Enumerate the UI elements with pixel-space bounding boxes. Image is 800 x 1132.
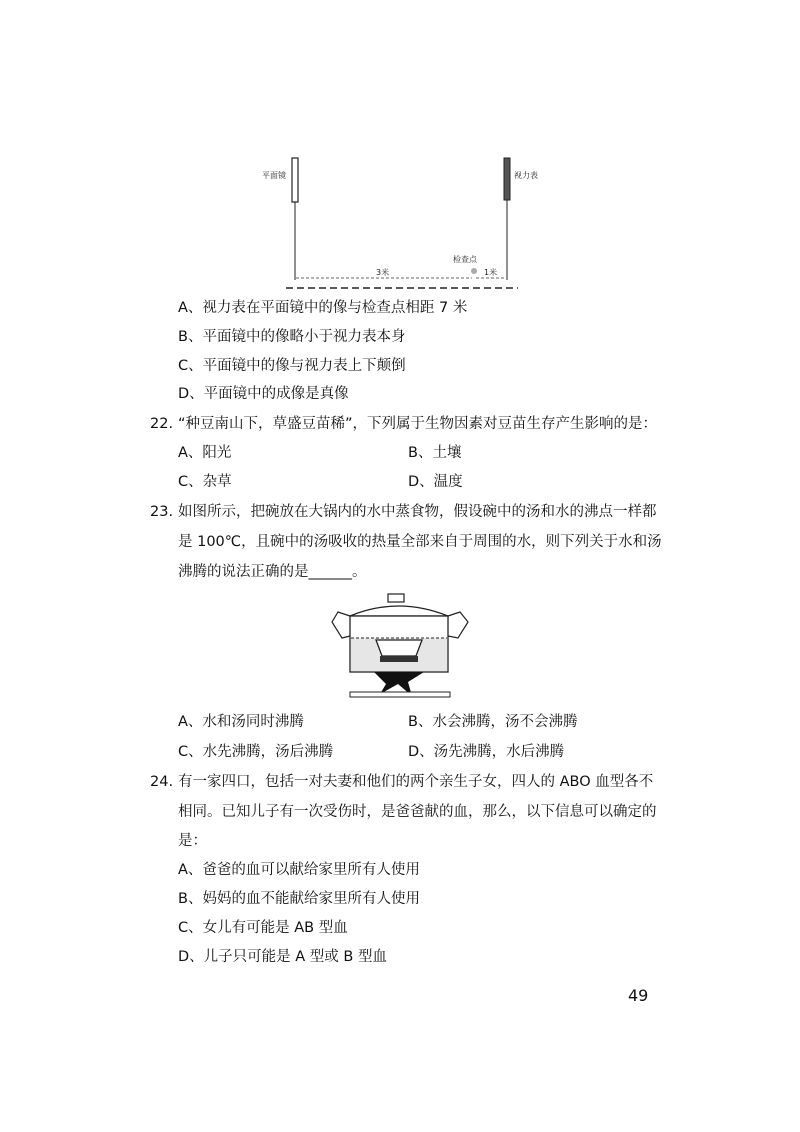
q23-text-line-1: 如图所示，把碗放在大锅内的水中蒸食物，假设碗中的汤和水的沸点一样都 bbox=[178, 504, 657, 520]
q24-text-line-3: 是： bbox=[178, 833, 207, 849]
bowl-stand bbox=[380, 656, 418, 662]
pot-lid bbox=[350, 606, 448, 616]
distance-left-label: 3米 bbox=[376, 268, 390, 277]
q23-text-line-3: 沸腾的说法正确的是______。 bbox=[178, 564, 367, 580]
q22-option-a: A、阳光 bbox=[178, 445, 232, 461]
q23-option-d: D、汤先沸腾，水后沸腾 bbox=[408, 744, 565, 760]
eye-chart-label: 视力表 bbox=[514, 171, 538, 180]
check-point-label: 检查点 bbox=[453, 255, 477, 264]
q24-option-b: B、妈妈的血不能献给家里所有人使用 bbox=[178, 891, 420, 907]
q24-option-d: D、儿子只可能是 A 型或 B 型血 bbox=[178, 949, 387, 965]
steaming-pot-figure bbox=[328, 592, 473, 704]
stove-base bbox=[350, 692, 450, 697]
q23-text-line-2: 是 100℃，且碗中的汤吸收的热量全部来自于周围的水，则下列关于水和汤 bbox=[178, 534, 662, 550]
q23-option-a: A、水和汤同时沸腾 bbox=[178, 714, 304, 730]
right-handle bbox=[448, 612, 468, 638]
q24-text-line-2: 相同。已知儿子有一次受伤时，是爸爸献的血，那么，以下信息可以确定的 bbox=[178, 804, 657, 820]
q24-text-line-1: 有一家四口，包括一对夫妻和他们的两个亲生子女，四人的 ABO 血型各不 bbox=[178, 774, 654, 790]
q23-option-c: C、水先沸腾，汤后沸腾 bbox=[178, 744, 334, 760]
mirror-rect bbox=[292, 158, 298, 202]
q22-option-b: B、土壤 bbox=[408, 445, 462, 461]
check-point-dot bbox=[471, 268, 477, 274]
page-number: 49 bbox=[628, 986, 649, 1005]
bowl bbox=[376, 640, 422, 656]
q22-number: 22. bbox=[150, 416, 174, 432]
q21-option-a: A、视力表在平面镜中的像与检查点相距 7 米 bbox=[178, 300, 468, 316]
q23-number: 23. bbox=[150, 504, 174, 520]
mirror-eye-chart-figure bbox=[250, 150, 550, 295]
left-handle bbox=[332, 612, 350, 638]
q24-number: 24. bbox=[150, 774, 174, 790]
lid-knob bbox=[388, 594, 404, 602]
q22-text: “种豆南山下，草盛豆苗稀”，下列属于生物因素对豆苗生存产生影响的是： bbox=[178, 416, 658, 432]
mirror-label: 平面镜 bbox=[262, 171, 286, 180]
q21-option-c: C、平面镜中的像与视力表上下颠倒 bbox=[178, 358, 406, 374]
q23-option-b: B、水会沸腾，汤不会沸腾 bbox=[408, 714, 578, 730]
q24-option-c: C、女儿有可能是 AB 型血 bbox=[178, 920, 348, 936]
q21-option-d: D、平面镜中的成像是真像 bbox=[178, 386, 349, 402]
q22-option-c: C、杂草 bbox=[178, 474, 232, 490]
q24-option-a: A、爸爸的血可以献给家里所有人使用 bbox=[178, 862, 420, 878]
distance-right-label: 1米 bbox=[484, 268, 498, 277]
q21-option-b: B、平面镜中的像略小于视力表本身 bbox=[178, 329, 406, 345]
q22-option-d: D、温度 bbox=[408, 474, 463, 490]
eye-chart-rect bbox=[504, 158, 510, 200]
